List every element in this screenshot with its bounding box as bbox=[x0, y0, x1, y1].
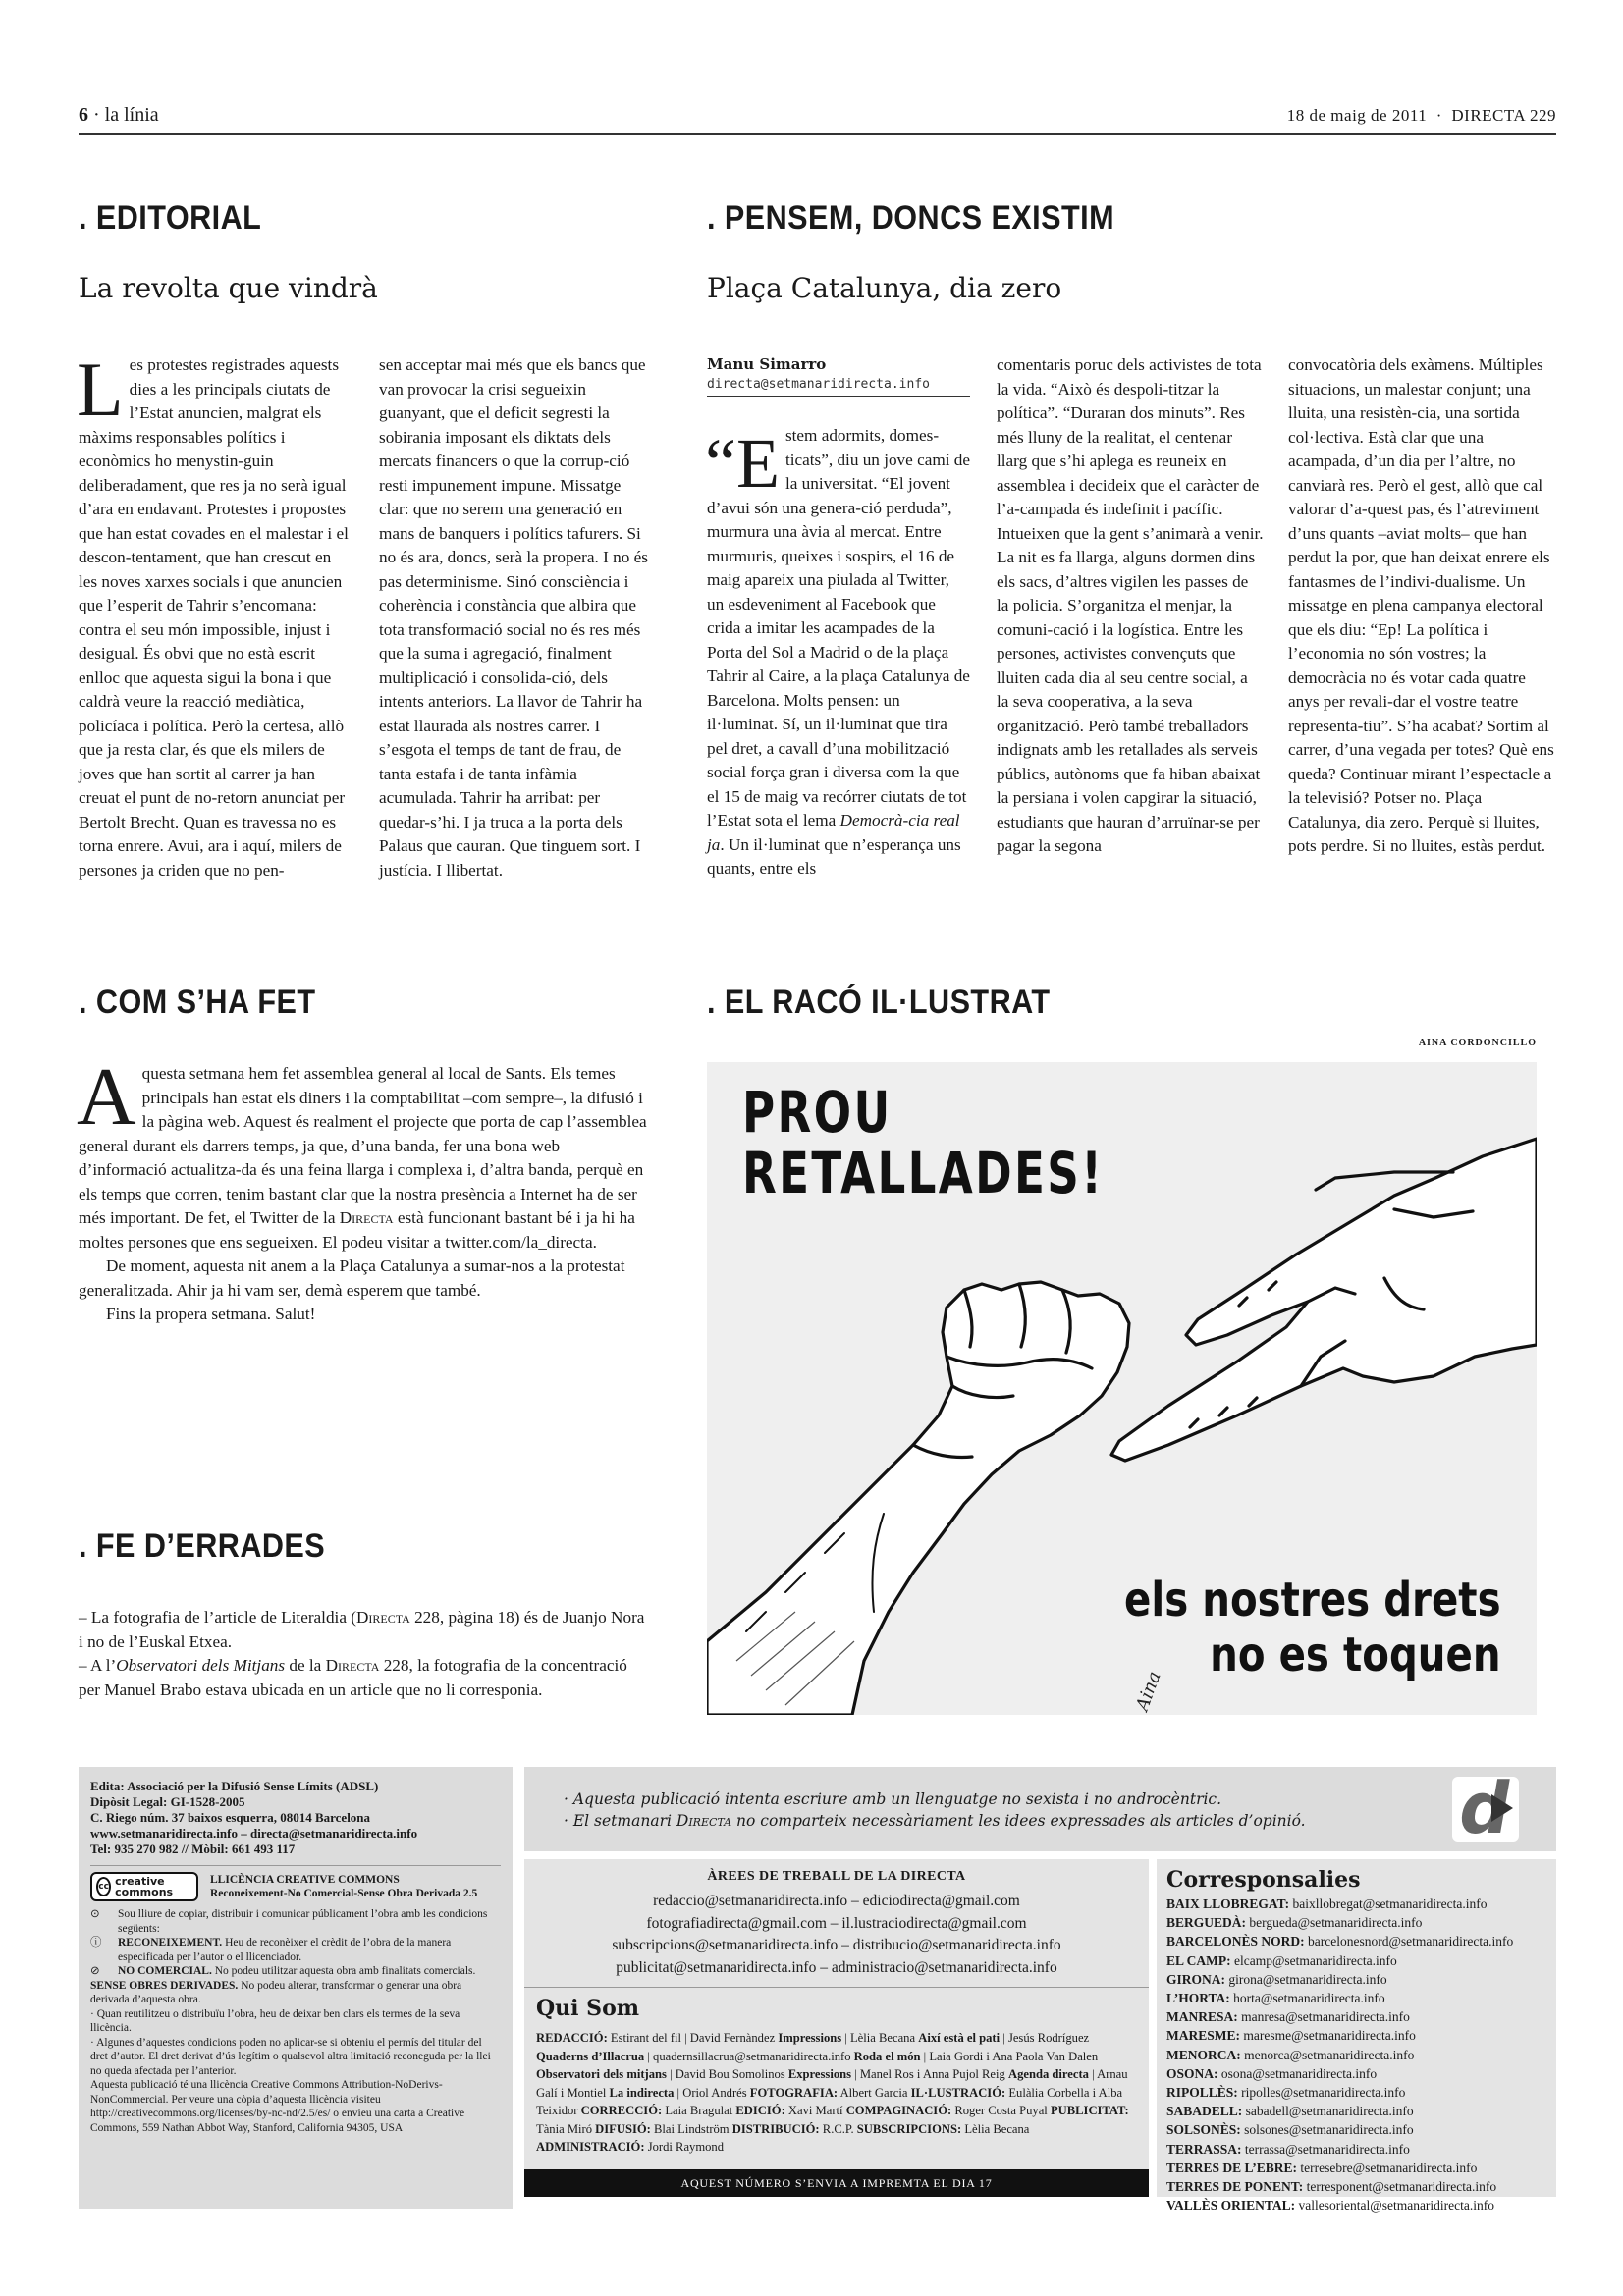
credit-name: | Oriol Andrés bbox=[674, 2085, 750, 2100]
corresponsalia-item bbox=[1166, 2046, 1546, 2064]
credit-role: Així està el pati bbox=[918, 2031, 1001, 2045]
header-left: 6 · la línia bbox=[79, 104, 159, 126]
divider bbox=[90, 1865, 501, 1866]
corresponsalia-email[interactable]: terresebre@setmanaridirecta.info bbox=[1297, 2160, 1478, 2175]
publisher-info: Edita: Associació per la Difusió Sense Límits (ADSL) Dipòsit Legal: GI-1528-2005 C. Riego núm. 37 baixos esquerra, 08014 Barcelona www.setmanaridirecta.info – directa@setmanaridirecta.info Tel: 935 270 982 // Mòbil: 661 493 117 bbox=[90, 1779, 418, 1856]
comfet-paragraph-1 bbox=[77, 1051, 648, 1255]
share-icon: ⊙ bbox=[90, 1908, 100, 1920]
noncommercial-icon: ⊘ bbox=[90, 1965, 100, 1977]
credit-name: Xavi Martí bbox=[784, 2104, 846, 2117]
credit-name: Albert Garcia bbox=[838, 2085, 911, 2100]
corresponsalia-email[interactable]: maresme@setmanaridirecta.info bbox=[1240, 2028, 1416, 2044]
dropcap: A bbox=[77, 1051, 136, 1143]
dropcap: L bbox=[77, 347, 124, 432]
credit-role: COMPAGINACIÓ: bbox=[845, 2104, 952, 2117]
corresponsalia-item bbox=[1166, 1932, 1546, 1950]
corresponsalia-email[interactable]: solsones@setmanaridirecta.info bbox=[1240, 2122, 1414, 2138]
notices: · Aquesta publicació intenta escriure amb un llenguatge no sexista i no androcèntric. · El setmanari Directa no comparteix necessàriament les idees expressades als articles d’opinió. bbox=[564, 1790, 1306, 1830]
corresponsalia-item bbox=[1166, 1970, 1546, 1989]
corresponsalia-item bbox=[1166, 2196, 1546, 2215]
credit-role: SUBSCRIPCIONS: bbox=[856, 2121, 962, 2136]
licence-line-3: ⊘ NO COMERCIAL. No podeu utilitzar aquesta obra amb finalitats comercials. bbox=[90, 1965, 476, 1977]
credit-name: Eulàlia Corbella i Alba Teixidor bbox=[536, 2085, 1123, 2117]
licence-line-2: ⓘ RECONEIXEMENT. Heu de reconèixer el crèdit de l’obra de la manera especificada per l’autor o el llicenciador. bbox=[90, 1937, 452, 1963]
credit-name: Blai Lindström bbox=[650, 2121, 732, 2136]
editorial-subtitle: La revolta que vindrà bbox=[79, 272, 378, 304]
corresponsalia-region: L’HORTA: bbox=[1166, 1991, 1230, 2006]
corresponsalia-item bbox=[1166, 1989, 1546, 2007]
pensem-text-3: convocatòria dels exàmens. Múltiples situacions, un malestar conjunt; una lluita, una resistèn-cia, una sortida col·lectiva. Està clar que una acampada, d’un dia per l’altre, no canviarà res. Però el gest, allò que cal valorar d’a-quest pas, és l’atreviment d’uns quants –aviat molts– que han perdut la por, que han deixat enrere els fantasmes de l’indivi-dualisme. Un missatge en plena campanya electoral que els diu: “Ep! La política i l’economia no són vostres; la democràcia no és votar cada quatre anys per revali-dar el vostre teatre representa-tiu”. S’ha acabat? Sortim al carrer, d’una vegada per totes? Què ens queda? Continuar mirant l’espectacle a la televisió? Potser no. Plaça Catalunya, dia zero. Perquè si lluites, pots perdre. Si no lluites, estàs perdut. bbox=[1288, 355, 1554, 855]
corresponsalia-email[interactable]: manresa@setmanaridirecta.info bbox=[1237, 2009, 1410, 2025]
pensem-subtitle: Plaça Catalunya, dia zero bbox=[707, 272, 1062, 304]
credit-role: IL·LUSTRACIÓ: bbox=[910, 2085, 1006, 2100]
corresponsalia-region: MARESME: bbox=[1166, 2028, 1240, 2044]
pensem-column-3 bbox=[1288, 353, 1555, 859]
comfet-title: . COM S’HA FET bbox=[79, 984, 316, 1021]
corresponsalia-item bbox=[1166, 2140, 1546, 2159]
divider bbox=[524, 1987, 1149, 1988]
arees-line[interactable]: redaccio@setmanaridirecta.info – ediciodirecta@gmail.com bbox=[653, 1893, 1020, 1909]
byline bbox=[707, 355, 970, 397]
dropcap bbox=[705, 424, 780, 503]
raco-title: . EL RACÓ IL·LUSTRAT bbox=[707, 984, 1051, 1021]
header-right: 18 de maig de 2011 · DIRECTA 229 bbox=[1286, 106, 1556, 125]
credit-role: Agenda directa bbox=[1007, 2067, 1089, 2081]
pensem-column-2 bbox=[997, 353, 1264, 859]
credit-role: CORRECCIÓ: bbox=[580, 2104, 663, 2117]
credit-name: Tània Miró bbox=[536, 2121, 596, 2136]
credit-name: Laia Bragulat bbox=[662, 2104, 736, 2117]
corresponsalia-region: RIPOLLÈS: bbox=[1166, 2085, 1238, 2101]
quisom-title: Qui Som bbox=[536, 1996, 640, 2021]
errata-2: – A l’Observatori dels Mitjans de la Directa 228, la fotografia de la concentració per Manuel Brabo estava ubicada en un article que no li corresponia. bbox=[79, 1656, 627, 1699]
issue-date: 18 de maig de 2011 bbox=[1286, 106, 1428, 125]
arees-box bbox=[524, 1859, 1149, 2197]
editorial-text-2: sen acceptar mai més que els bancs que van provocar la crisi segueixin guanyant, que el deficit segresti la sobirania imposant els diktats dels mercats financers o que la corrup-ció resti impunement impune. Missatge clar: que no serem una generació en mans de banquers i polítics tafurers. Si no és ara, doncs, serà la propera. I no és pas determinisme. Sinó consciència i coherència i constància que albira que tota transformació social no és res més que la suma i agregació, finalment multiplicació i consolida-ció, dels intents anteriors. La llavor de Tahrir ha estat llaurada als nostres carrer. I s’esgota el temps de tant de frau, de tanta estafa i de tanta infàmia acumulada. Tahrir ha arribat: per quedar-s’hi. I ja truca a la porta dels Palaus que cauran. Que tinguem sort. I justícia. I llibertat. bbox=[379, 355, 648, 880]
licence-line-7: Aquesta publicació té una llicència Creative Commons Attribution-NoDerivs-NonCommercial. Per veure una còpia d’aquesta llicència visiteu http://creativecommons.org/licenses/by-nc-nd/2.5/es/ o envieu una carta a Creative Commons, 559 Nathan Abbot Way, Stanford, California 94305, USA bbox=[90, 2079, 465, 2134]
credit-name: | Jesús Rodríguez bbox=[1000, 2031, 1090, 2045]
editorial-title: . EDITORIAL bbox=[79, 199, 262, 237]
corresponsalia-region: TERRASSA: bbox=[1166, 2141, 1242, 2157]
editorial-column-1 bbox=[77, 347, 353, 882]
licence-line-1: ⊙ Sou lliure de copiar, distribuir i comunicar públicament l’obra amb les condicions següents: bbox=[90, 1908, 488, 1935]
credit-role: DISTRIBUCIÓ: bbox=[731, 2121, 820, 2136]
credit-name: Jordi Raymond bbox=[644, 2140, 725, 2154]
corresponsalia-region: SABADELL: bbox=[1166, 2104, 1243, 2119]
print-notice: AQUEST NÚMERO S’ENVIA A IMPREMTA EL DIA 17 bbox=[524, 2169, 1149, 2197]
corresponsalia-item bbox=[1166, 1895, 1546, 1913]
illustration bbox=[707, 1062, 1537, 1715]
brand-name: Directa bbox=[339, 1208, 394, 1227]
corresponsalia-email[interactable]: ripolles@setmanaridirecta.info bbox=[1237, 2085, 1406, 2101]
pensem-text-2: comentaris poruc dels activistes de tota la vida. “Això és despoli-titzar la política”. “Duraran dos minuts”. Res més lluny de la realitat, el centenar llarg que s’hi aplega es reuneix en assemblea i decideix que el caràcter de l’a-campada és indefinit i pacífic. Intueixen que la gent s’animarà a venir. La nit es fa llarga, alguns dormen dins els sacs, d’altres vigilen les passes de la policia. S’organitza el menjar, la comuni-cació i la logística. Entre les persones, activistes convençuts que lluiten cada dia al seu centre social, a la seva cooperativa, a la seva organització. Però també treballadors indignats amb les retallades als serveis públics, autònoms que fa hiban abaixat la persiana i volen capgirar la situació, estudiants que hauran d’arruïnar-se per pagar la segona bbox=[997, 355, 1264, 855]
credit-name: | David Fernàndez bbox=[680, 2031, 779, 2045]
corresponsalia-item bbox=[1166, 2120, 1546, 2139]
pensem-text-1-end: . Un il·luminat que n’esperança uns quants, entre els bbox=[707, 834, 961, 878]
corresponsalia-item bbox=[1166, 2177, 1546, 2196]
corresponsalia-item bbox=[1166, 1951, 1546, 1970]
arees-list bbox=[524, 1891, 1149, 1979]
arees-line[interactable]: publicitat@setmanaridirecta.info – administracio@setmanaridirecta.info bbox=[616, 1958, 1057, 1976]
corresponsalia-email[interactable]: terrassa@setmanaridirecta.info bbox=[1241, 2141, 1410, 2157]
corresponsalia-email[interactable]: bergueda@setmanaridirecta.info bbox=[1246, 1915, 1423, 1931]
cc-logo bbox=[90, 1872, 198, 1901]
credit-name: | Manel Ros i Anna Pujol Reig bbox=[851, 2067, 1008, 2081]
cc-icon: cc bbox=[96, 1877, 111, 1896]
corresponsalia-region: BERGUEDÀ: bbox=[1166, 1915, 1247, 1931]
corresponsalia-region: EL CAMP: bbox=[1166, 1952, 1231, 1968]
illustration-headline: PROU RETALLADES! bbox=[742, 1079, 1105, 1206]
slogan: Democrà-cia real ja bbox=[707, 811, 960, 854]
corresponsalia-region: OSONA: bbox=[1166, 2065, 1218, 2081]
author-email[interactable]: directa@setmanaridirecta.info bbox=[707, 377, 970, 397]
illustration-tagline: els nostres drets no es toquen bbox=[1124, 1573, 1501, 1682]
corresponsalia-item bbox=[1166, 2102, 1546, 2120]
credit-name: Estirant del fil bbox=[607, 2031, 681, 2045]
credit-role: FOTOGRAFIA: bbox=[749, 2085, 839, 2100]
corresponsalia-email[interactable]: elcamp@setmanaridirecta.info bbox=[1230, 1952, 1397, 1968]
corresponsalies-list bbox=[1166, 1895, 1546, 2215]
errades-title: . FE D’ERRADES bbox=[79, 1527, 326, 1565]
licence-heading: LLICÈNCIA CREATIVE COMMONS Reconeixement-No Comercial-Sense Obra Derivada 2.5 bbox=[210, 1873, 478, 1899]
page-number: 6 bbox=[79, 104, 88, 126]
pensem-column-1 bbox=[707, 424, 970, 881]
artist-signature: Aina bbox=[1131, 1668, 1165, 1714]
credit-role: Expressions bbox=[787, 2067, 852, 2081]
logo-arrow-icon bbox=[1491, 1794, 1513, 1822]
corresponsalia-item bbox=[1166, 2083, 1546, 2102]
licence-line-4: SENSE OBRES DERIVADES. No podeu alterar, transformar o generar una obra derivada d’aquesta obra. bbox=[90, 1979, 462, 2005]
corresponsalia-region: TERRES DE L’EBRE: bbox=[1166, 2160, 1298, 2175]
credit-role: PUBLICITAT: bbox=[1050, 2104, 1129, 2117]
logo-letter: d bbox=[1452, 1767, 1518, 1849]
comfet-body bbox=[77, 1051, 648, 1327]
page-header bbox=[79, 100, 1556, 135]
pensem-title: . PENSEM, DONCS EXISTIM bbox=[707, 199, 1115, 237]
credit-name: Roger Costa Puyal bbox=[951, 2104, 1051, 2117]
corresponsalia-region: MANRESA: bbox=[1166, 2009, 1238, 2025]
fist-icon bbox=[707, 1282, 1129, 1715]
credit-role: Roda el món bbox=[853, 2049, 921, 2063]
corresponsalia-item bbox=[1166, 2007, 1546, 2026]
licence-box bbox=[79, 1767, 513, 2209]
comfet-paragraph-2: De moment, aquesta nit anem a la Plaça Catalunya a sumar-nos a la protestat generalitzada. Ahir ja hi vam ser, demà esperem que també. bbox=[79, 1256, 625, 1300]
corresponsalia-email[interactable]: sabadell@setmanaridirecta.info bbox=[1242, 2104, 1414, 2119]
quisom-credits bbox=[536, 2029, 1137, 2157]
corresponsalia-email[interactable]: baixllobregat@setmanaridirecta.info bbox=[1289, 1896, 1488, 1911]
credit-name: | Laia Gordi i Ana Paola Van Dalen bbox=[920, 2049, 1099, 2063]
pensem-text-1: stem adormits, domes-ticats”, diu un jove camí de la universitat. “El jovent d’avui són una genera-ció perduda”, murmura una àvia al mercat. Entre murmuris, queixes i sospirs, el 16 de maig apareix una piulada al Twitter, un esdeveniment al Facebook que crida a imitar les acampades de la Porta del Sol a Madrid o de la plaça Tahrir al Caire, a la plaça Catalunya de Barcelona. Molts pensen: un il·luminat. Sí, un il·luminat que tira pel dret, a cavall d’una mobilització social força gran i diversa com la que el 15 de maig va recórrer ciutats de tot l’Estat sota el lema bbox=[707, 426, 971, 829]
arees-line[interactable]: subscripcions@setmanaridirecta.info – distribucio@setmanaridirecta.info bbox=[612, 1937, 1061, 1953]
licence-line-6: · Algunes d’aquestes condicions poden no aplicar-se si obteniu el permís del titular del dret d’autor. El dret derivat d’ús legítim o qualsevol altra limitació reconeguda per la llei no queda afectada per l’anterior. bbox=[90, 2036, 491, 2077]
corresponsalia-email[interactable]: osona@setmanaridirecta.info bbox=[1217, 2065, 1378, 2081]
arees-line[interactable]: fotografiadirecta@gmail.com – il.lustraciodirecta@gmail.com bbox=[646, 1914, 1027, 1932]
corresponsalia-region: BARCELONÈS NORD: bbox=[1166, 1934, 1305, 1949]
credit-role: La indirecta bbox=[609, 2085, 675, 2100]
credit-name: | Lèlia Becana bbox=[841, 2031, 919, 2045]
illustration-credit: AINA CORDONCILLO bbox=[1418, 1038, 1537, 1048]
corresponsalies-title: Corresponsalies bbox=[1166, 1867, 1361, 1893]
arees-title: ÀREES DE TREBALL DE LA DIRECTA bbox=[707, 1869, 966, 1884]
author-name: Manu Simarro bbox=[707, 355, 827, 373]
corresponsalia-item bbox=[1166, 1913, 1546, 1932]
corresponsalia-region: GIRONA: bbox=[1166, 1971, 1225, 1987]
corresponsalia-region: BAIX LLOBREGAT: bbox=[1166, 1896, 1290, 1911]
licence-line-5: · Quan reutilitzeu o distribuïu l’obra, heu de deixar ben clars els termes de la seva llicència. bbox=[90, 2007, 460, 2034]
section-name: la línia bbox=[104, 104, 159, 126]
credit-name: Lèlia Becana bbox=[961, 2121, 1030, 2136]
editorial-text-1: es protestes registrades aquests dies a les principals ciutats de l’Estat anuncien, malgrat els màxims responsables polítics i econòmics ho menystin-guin deliberadament, que res ja no serà igual d’ara en endavant. Protestes i propostes que han estat covades en el malestar i el descon-tentament, que han crescut en les noves xarxes socials i que anuncien que l’esperit de Tahrir s’encomana: contra el seu món impossible, injust i desigual. És obvi que no està escrit enlloc que aquesta sigui la bona i que caldrà veure la reacció mediàtica, policíaca i política. Però la certesa, allò que ja resta clar, és que els milers de joves que han sortit al carrer ja han creuat el punt de no-retorn anunciat per Bertolt Brecht. Quan es travessa no es torna enrere. Avui, ara i aquí, milers de persones ja criden que no pen- bbox=[79, 355, 349, 880]
scissors-hand-icon bbox=[1111, 1139, 1537, 1461]
corresponsalia-region: SOLSONÈS: bbox=[1166, 2122, 1241, 2138]
editorial-column-2 bbox=[379, 353, 654, 882]
publication-issue: DIRECTA 229 bbox=[1451, 106, 1556, 125]
corresponsalia-email[interactable]: barcelonesnord@setmanaridirecta.info bbox=[1304, 1934, 1514, 1949]
credit-role: Quaderns d’Illacrua bbox=[536, 2049, 645, 2063]
attribution-icon: ⓘ bbox=[90, 1937, 102, 1949]
comfet-paragraph-3: Fins la propera setmana. Salut! bbox=[106, 1305, 316, 1323]
dropcap-letter: E bbox=[735, 424, 780, 503]
comfet-text-1-end: està funcionant bastant bé i ja hi ha moltes persones que ens segueixen. El podeu visitar a twitter.com/la_directa. bbox=[79, 1208, 635, 1252]
corresponsalia-email[interactable]: girona@setmanaridirecta.info bbox=[1225, 1971, 1387, 1987]
corresponsalia-email[interactable]: terresponent@setmanaridirecta.info bbox=[1303, 2179, 1497, 2195]
cc-logo-text: creative commons bbox=[115, 1875, 174, 1898]
cc-header bbox=[90, 1872, 501, 1901]
corresponsalies-box bbox=[1157, 1859, 1556, 2214]
quote-mark: “ bbox=[705, 424, 736, 503]
corresponsalia-email[interactable]: vallesoriental@setmanaridirecta.info bbox=[1295, 2198, 1495, 2214]
notice-bar bbox=[524, 1767, 1556, 1851]
credit-name: | David Bou Somolinos bbox=[666, 2067, 788, 2081]
credit-name: | Arnau Galí i Montiel bbox=[536, 2067, 1128, 2100]
corresponsalia-item bbox=[1166, 2026, 1546, 2045]
errades-body bbox=[79, 1606, 648, 1702]
credit-role: EDICIÓ: bbox=[735, 2104, 785, 2117]
corresponsalia-item bbox=[1166, 2064, 1546, 2083]
credit-role: DIFUSIÓ: bbox=[595, 2121, 651, 2136]
corresponsalia-region: VALLÈS ORIENTAL: bbox=[1166, 2198, 1296, 2214]
credit-role: REDACCIÓ: bbox=[536, 2031, 608, 2045]
credit-name: | quadernsillacrua@setmanaridirecta.info bbox=[644, 2049, 854, 2063]
directa-logo bbox=[1452, 1767, 1519, 1849]
comfet-text-1: questa setmana hem fet assemblea general al local de Sants. Els temes principals han estat els diners i la comptabilitat –com sempre–, la difusió i la pàgina web. Aquest és realment el projecte que porta de cap l’assemblea general durant els darrers temps, ja que, d’una banda, fer una bona web d’informació actualitza-da és una feina llarga i complexa i, d’altra banda, perquè en els temps que corren, tenim bastant clar que la nostra presència a Internet ha de ser més important. De fet, el Twitter de la bbox=[79, 1064, 647, 1227]
credit-role: Observatori dels mitjans bbox=[536, 2067, 667, 2081]
credit-role: ADMINISTRACIÓ: bbox=[536, 2140, 645, 2154]
credit-name: R.C.P. bbox=[819, 2121, 857, 2136]
corresponsalia-email[interactable]: horta@setmanaridirecta.info bbox=[1229, 1991, 1385, 2006]
corresponsalia-email[interactable]: menorca@setmanaridirecta.info bbox=[1240, 2047, 1415, 2062]
corresponsalia-region: MENORCA: bbox=[1166, 2047, 1241, 2062]
corresponsalia-item bbox=[1166, 2159, 1546, 2177]
errata-1: – La fotografia de l’article de Literaldia (Directa 228, pàgina 18) és de Juanjo Nora i no de l’Euskal Etxea. bbox=[79, 1608, 645, 1651]
credit-role: Impressions bbox=[778, 2031, 842, 2045]
corresponsalia-region: TERRES DE PONENT: bbox=[1166, 2179, 1304, 2195]
